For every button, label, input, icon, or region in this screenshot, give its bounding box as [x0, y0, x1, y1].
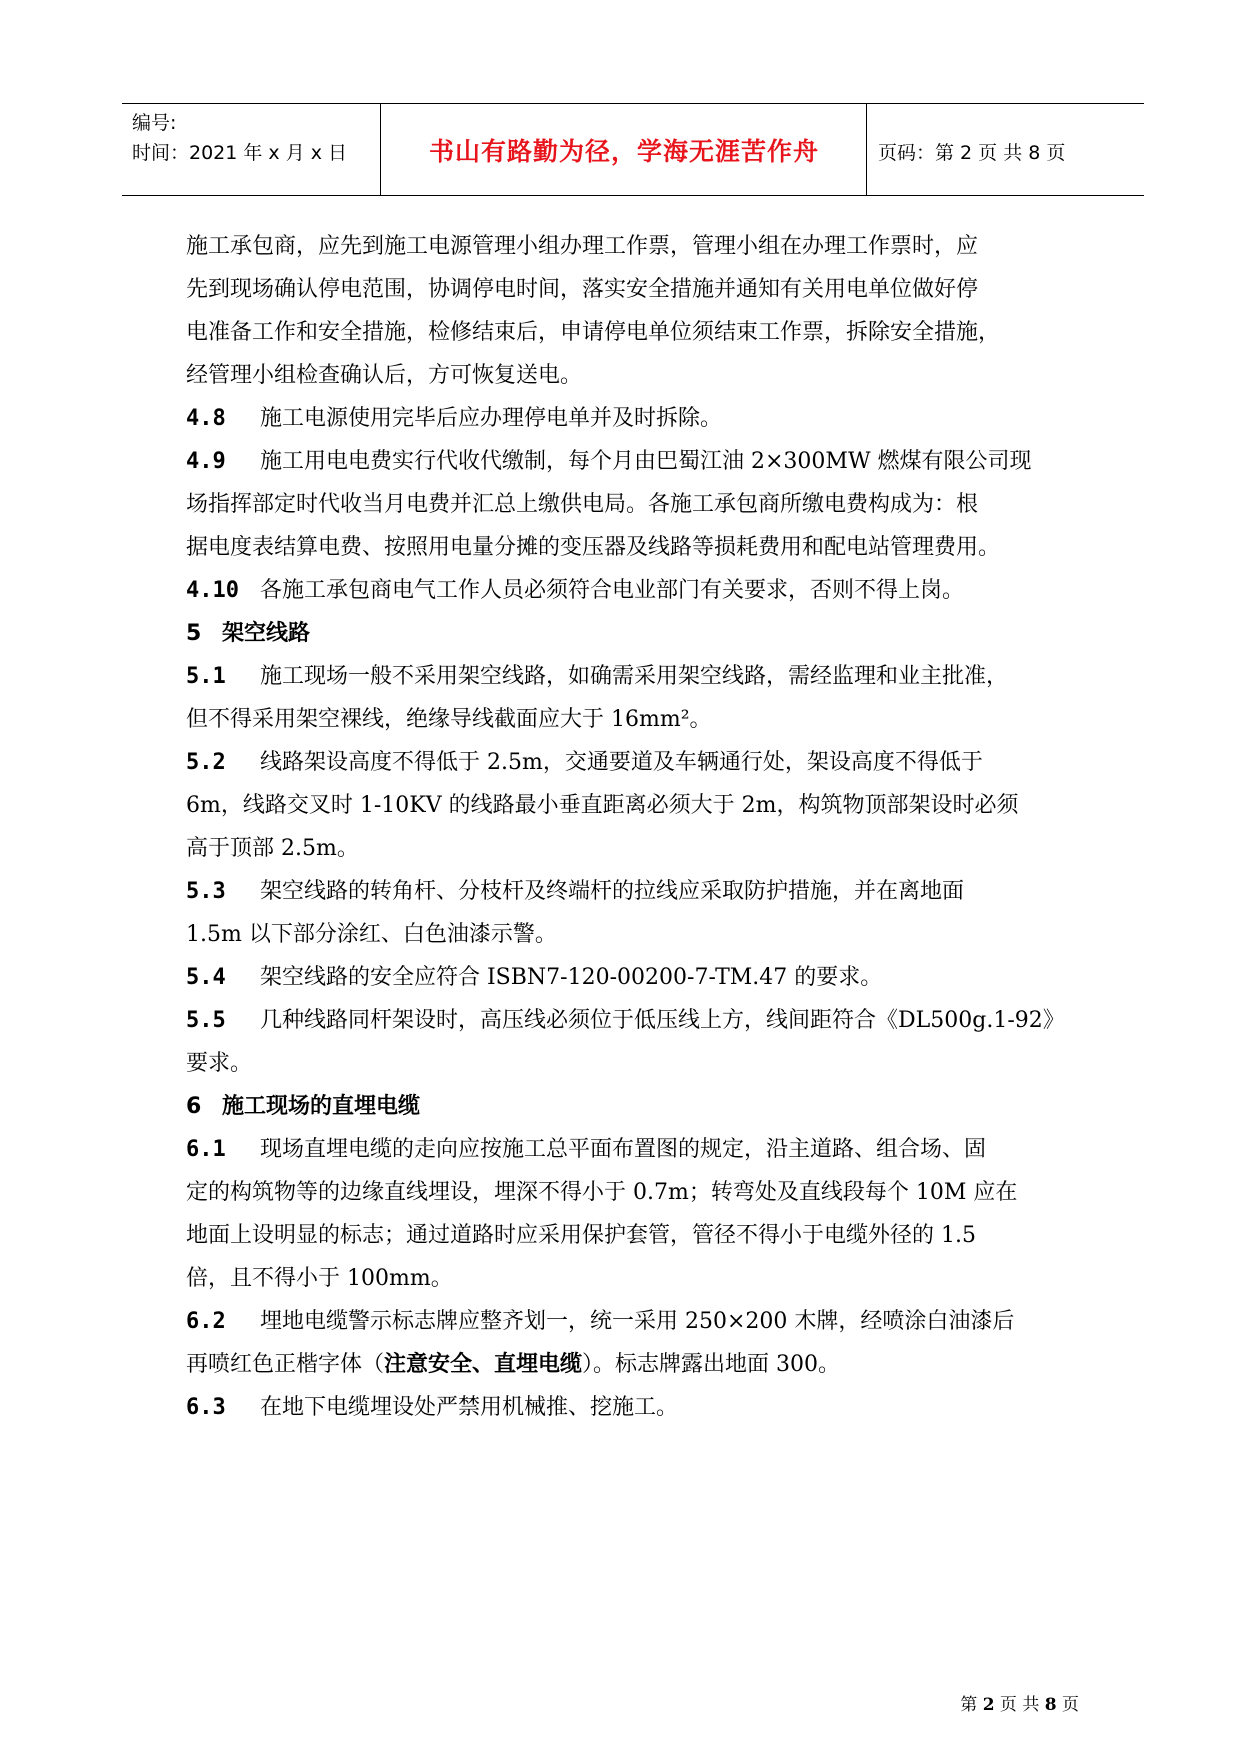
text-line: 线路架设高度不得低于 2.5m，交通要道及车辆通行处，架设高度不得低于 [260, 750, 983, 775]
text-line: 据电度表结算电费、按照用电量分摊的变压器及线路等损耗费用和配电站管理费用。 [186, 535, 1001, 560]
clause-number: 4.9 [186, 449, 226, 474]
clause-5-3 [186, 870, 1086, 956]
footer-text: 第 [960, 1695, 983, 1715]
text-line: 1.5m 以下部分涂红、白色油漆示警。 [186, 922, 557, 947]
clause-6-1 [186, 1128, 1086, 1300]
bold-text-segment: 注意安全、直埋电缆 [384, 1352, 583, 1377]
text-line [186, 1343, 1086, 1386]
text-line: 地面上设明显的标志；通过道路时应采用保护套管，管径不得小于电缆外径的 1.5 [186, 1223, 976, 1248]
section-title: 架空线路 [222, 621, 311, 646]
section-heading-6 [186, 1085, 1086, 1128]
clause-4-8 [186, 397, 1086, 440]
clause-4-9 [186, 440, 1086, 569]
section-title: 施工现场的直埋电缆 [222, 1094, 421, 1119]
header-divider [380, 104, 381, 195]
text-line: 各施工承包商电气工作人员必须符合电业部门有关要求，否则不得上岗。 [260, 578, 965, 603]
header-motto: 书山有路勤为径，学海无涯苦作舟 [428, 137, 819, 166]
clause-6-2 [186, 1300, 1086, 1386]
section-number: 5 [186, 621, 202, 646]
text-line: 施工用电电费实行代收代缴制，每个月由巴蜀江油 2×300MW 燃煤有限公司现 [260, 449, 1032, 474]
clause-4-10 [186, 569, 1086, 612]
text-line: 场指挥部定时代收当月电费并汇总上缴供电局。各施工承包商所缴电费构成为：根 [186, 492, 979, 517]
footer-total-pages: 8 [1044, 1695, 1057, 1715]
text-line: 经管理小组检查确认后，方可恢复送电。 [186, 363, 583, 388]
text-line: 埋地电缆警示标志牌应整齐划一，统一采用 250×200 木牌，经喷涂白油漆后 [260, 1309, 1015, 1334]
text-line: 架空线路的转角杆、分枝杆及终端杆的拉线应采取防护措施，并在离地面 [260, 879, 965, 904]
clause-number: 5.1 [186, 664, 226, 689]
footer-page-number: 2 [982, 1695, 995, 1715]
clause-number: 5.2 [186, 750, 226, 775]
section-heading-5 [186, 612, 1086, 655]
text-line: 几种线路同杆架设时，高压线必须位于低压线上方，线间距符合《DL500g.1-92》 [260, 1008, 1065, 1033]
text-line: 现场直埋电缆的走向应按施工总平面布置图的规定，沿主道路、组合场、固 [260, 1137, 987, 1162]
footer-text: 页 [1056, 1695, 1079, 1715]
text-line: 6m，线路交叉时 1-10KV 的线路最小垂直距离必须大于 2m，构筑物顶部架设时必须 [186, 793, 1019, 818]
time-label: 时间：2021 年 x 月 x 日 [132, 142, 348, 164]
text-line: 在地下电缆埋设处严禁用机械推、挖施工。 [260, 1395, 679, 1420]
text-segment: 再喷红色正楷字体（ [186, 1352, 385, 1377]
page-header [122, 103, 1144, 196]
text-segment: ）。标志牌露出地面 300。 [582, 1352, 841, 1377]
clause-5-1 [186, 655, 1086, 741]
text-line: 电准备工作和安全措施，检修结束后，申请停电单位须结束工作票，拆除安全措施， [186, 320, 1001, 345]
clause-number: 5.3 [186, 879, 226, 904]
clause-number: 5.4 [186, 965, 226, 990]
clause-5-5 [186, 999, 1086, 1085]
section-number: 6 [186, 1094, 202, 1119]
clause-5-4 [186, 956, 1086, 999]
paragraph-continuation [186, 225, 1086, 397]
clause-5-2 [186, 741, 1086, 870]
clause-number: 4.8 [186, 406, 226, 431]
text-line: 施工现场一般不采用架空线路，如确需采用架空线路，需经监理和业主批准， [260, 664, 1009, 689]
footer-text: 页 共 [994, 1695, 1045, 1715]
clause-number: 4.10 [186, 578, 239, 603]
header-meta [132, 108, 392, 168]
header-divider [866, 104, 867, 195]
text-line: 倍，且不得小于 100mm。 [186, 1266, 453, 1291]
clause-number: 5.5 [186, 1008, 226, 1033]
number-label: 编号: [132, 112, 177, 134]
clause-number: 6.1 [186, 1137, 226, 1162]
text-line: 架空线路的安全应符合 ISBN7-120-00200-7-TM.47 的要求。 [260, 965, 883, 990]
text-line: 先到现场确认停电范围，协调停电时间，落实安全措施并通知有关用电单位做好停 [186, 277, 979, 302]
text-line: 施工承包商，应先到施工电源管理小组办理工作票，管理小组在办理工作票时，应 [186, 234, 979, 259]
text-line: 但不得采用架空裸线，绝缘导线截面应大于 16mm²。 [186, 707, 712, 732]
clause-number: 6.3 [186, 1395, 226, 1420]
text-line: 高于顶部 2.5m。 [186, 836, 359, 861]
text-line: 定的构筑物等的边缘直线埋设，埋深不得小于 0.7m；转弯处及直线段每个 10M 应在 [186, 1180, 1018, 1205]
text-line: 要求。 [186, 1051, 253, 1076]
page-footer [0, 1690, 1241, 1715]
clause-6-3 [186, 1386, 1086, 1429]
clause-number: 6.2 [186, 1309, 226, 1334]
header-page-info: 页码：第 2 页 共 8 页 [878, 142, 1066, 164]
text-line: 施工电源使用完毕后应办理停电单并及时拆除。 [260, 406, 723, 431]
document-body [186, 225, 1086, 1429]
